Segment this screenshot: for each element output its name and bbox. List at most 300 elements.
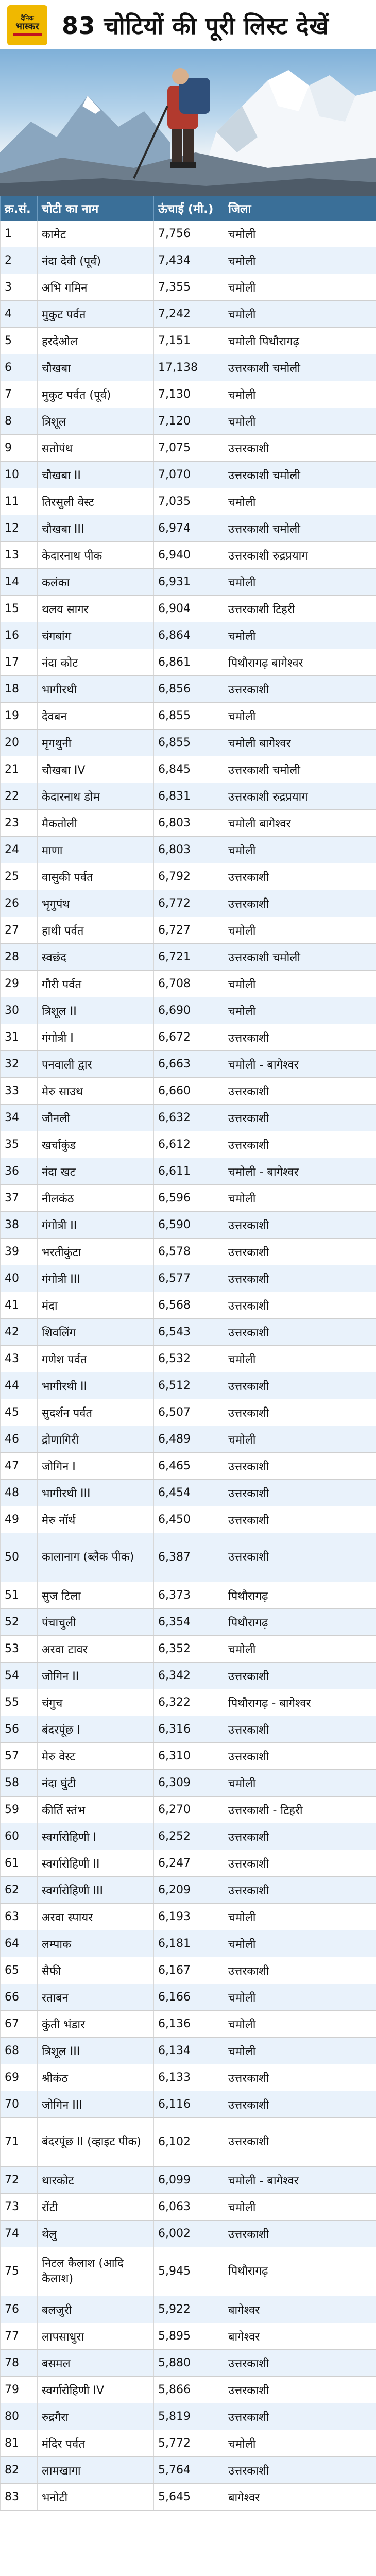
district-cell: पिथौरागढ़ बागेश्वर	[224, 649, 376, 676]
district-cell: चमोली - बागेश्वर	[224, 1158, 376, 1185]
table-row	[1, 1716, 376, 1743]
height-cell: 6,310	[154, 1743, 224, 1770]
district-cell: चमोली - बागेश्वर	[224, 1051, 376, 1078]
district-cell: चमोली	[224, 408, 376, 435]
height-cell: 6,387	[154, 1533, 224, 1582]
table-header-row	[1, 196, 376, 221]
district-cell: चमोली	[224, 622, 376, 649]
serial-cell: 79	[1, 2377, 38, 2403]
district-cell: उत्तरकाशी	[224, 2221, 376, 2247]
serial-cell: 17	[1, 649, 38, 676]
serial-cell: 11	[1, 488, 38, 515]
district-cell: चमोली	[224, 274, 376, 301]
peak-name-cell: थलय सागर	[38, 596, 154, 622]
height-cell: 6,209	[154, 1877, 224, 1904]
table-row	[1, 2038, 376, 2064]
dainik-bhaskar-logo	[7, 5, 47, 45]
district-cell: उत्तरकाशी	[224, 1850, 376, 1877]
serial-cell: 40	[1, 1265, 38, 1292]
height-cell: 6,489	[154, 1426, 224, 1453]
peak-name-cell: अभि गमिन	[38, 274, 154, 301]
district-cell: उत्तरकाशी	[224, 1743, 376, 1770]
district-cell: चमोली	[224, 569, 376, 596]
district-cell: उत्तरकाशी	[224, 435, 376, 462]
table-row	[1, 542, 376, 569]
height-cell: 7,242	[154, 301, 224, 328]
district-cell: उत्तरकाशी	[224, 2091, 376, 2118]
district-cell: चमोली	[224, 1930, 376, 1957]
district-cell: चमोली	[224, 2430, 376, 2457]
peak-name-cell: जोगिन II	[38, 1663, 154, 1689]
serial-cell: 3	[1, 274, 38, 301]
serial-cell: 57	[1, 1743, 38, 1770]
height-cell: 5,880	[154, 2350, 224, 2377]
district-cell: चमोली	[224, 381, 376, 408]
district-cell: चमोली	[224, 917, 376, 944]
height-cell: 6,270	[154, 1797, 224, 1823]
table-row	[1, 1319, 376, 1346]
serial-cell: 75	[1, 2247, 38, 2296]
table-row	[1, 1582, 376, 1609]
serial-cell: 23	[1, 810, 38, 837]
height-cell: 6,803	[154, 810, 224, 837]
table-row	[1, 1609, 376, 1636]
district-cell: उत्तरकाशी	[224, 863, 376, 890]
district-cell: उत्तरकाशी	[224, 2403, 376, 2430]
peak-name-cell: कलंका	[38, 569, 154, 596]
serial-cell: 77	[1, 2323, 38, 2350]
peak-name-cell: गंगोत्री I	[38, 1024, 154, 1051]
table-row	[1, 569, 376, 596]
mountain-illustration	[0, 49, 376, 196]
district-cell: उत्तरकाशी	[224, 2457, 376, 2484]
table-row	[1, 1265, 376, 1292]
serial-cell: 19	[1, 703, 38, 730]
height-cell: 6,596	[154, 1185, 224, 1212]
table-row	[1, 1372, 376, 1399]
table-row	[1, 1212, 376, 1239]
table-row	[1, 2194, 376, 2221]
table-row	[1, 1506, 376, 1533]
peak-name-cell: चंगबांग	[38, 622, 154, 649]
table-row	[1, 2484, 376, 2511]
height-cell: 6,632	[154, 1105, 224, 1131]
height-cell: 6,974	[154, 515, 224, 542]
table-row	[1, 1689, 376, 1716]
serial-cell: 38	[1, 1212, 38, 1239]
district-cell: चमोली	[224, 971, 376, 997]
table-row	[1, 1957, 376, 1984]
serial-cell: 5	[1, 328, 38, 354]
height-cell: 7,120	[154, 408, 224, 435]
serial-cell: 36	[1, 1158, 38, 1185]
page-title: 83 चोटियों की पूरी लिस्ट देखें	[62, 12, 329, 40]
table-row	[1, 730, 376, 756]
peak-name-cell: हरदेओल	[38, 328, 154, 354]
district-cell: उत्तरकाशी	[224, 1078, 376, 1105]
district-cell: उत्तरकाशी	[224, 1319, 376, 1346]
table-row	[1, 1453, 376, 1480]
district-cell: चमोली	[224, 1426, 376, 1453]
peak-name-cell: हाथी पर्वत	[38, 917, 154, 944]
height-cell: 6,612	[154, 1131, 224, 1158]
peak-name-cell: बलजुरी	[38, 2296, 154, 2323]
peak-name-cell: मुकुट पर्वत (पूर्व)	[38, 381, 154, 408]
height-cell: 6,578	[154, 1239, 224, 1265]
col-header-height: ऊंचाई (मी.)	[154, 196, 224, 221]
peak-name-cell: श्रीकंठ	[38, 2064, 154, 2091]
district-cell: उत्तरकाशी	[224, 1957, 376, 1984]
serial-cell: 39	[1, 1239, 38, 1265]
table-row	[1, 756, 376, 783]
table-row	[1, 2430, 376, 2457]
logo-bar	[13, 33, 42, 36]
district-cell: चमोली	[224, 488, 376, 515]
height-cell: 6,721	[154, 944, 224, 971]
table-row	[1, 2064, 376, 2091]
peak-name-cell: सुदर्शन पर्वत	[38, 1399, 154, 1426]
height-cell: 6,861	[154, 649, 224, 676]
height-cell: 6,507	[154, 1399, 224, 1426]
district-cell: उत्तरकाशी	[224, 1265, 376, 1292]
height-cell: 6,252	[154, 1823, 224, 1850]
table-row	[1, 1850, 376, 1877]
serial-cell: 16	[1, 622, 38, 649]
serial-cell: 2	[1, 247, 38, 274]
table-row	[1, 274, 376, 301]
height-cell: 6,322	[154, 1689, 224, 1716]
district-cell: उत्तरकाशी	[224, 1024, 376, 1051]
district-cell: चमोली	[224, 1346, 376, 1372]
serial-cell: 68	[1, 2038, 38, 2064]
peak-name-cell: तिरसुली वेस्ट	[38, 488, 154, 515]
peak-name-cell: थेलु	[38, 2221, 154, 2247]
height-cell: 6,454	[154, 1480, 224, 1506]
serial-cell: 62	[1, 1877, 38, 1904]
peak-name-cell: मंदिर पर्वत	[38, 2430, 154, 2457]
serial-cell: 7	[1, 381, 38, 408]
serial-cell: 42	[1, 1319, 38, 1346]
peak-name-cell: भरतीकुंटा	[38, 1239, 154, 1265]
peak-name-cell: स्वर्गारोहिणी IV	[38, 2377, 154, 2403]
serial-cell: 22	[1, 783, 38, 810]
district-cell: उत्तरकाशी चमोली	[224, 756, 376, 783]
district-cell: चमोली	[224, 1185, 376, 1212]
peak-name-cell: बसमल	[38, 2350, 154, 2377]
peak-name-cell: पनवाली द्वार	[38, 1051, 154, 1078]
table-row	[1, 2457, 376, 2484]
table-row	[1, 2403, 376, 2430]
height-cell: 6,133	[154, 2064, 224, 2091]
serial-cell: 4	[1, 301, 38, 328]
height-cell: 6,063	[154, 2194, 224, 2221]
serial-cell: 28	[1, 944, 38, 971]
district-cell: उत्तरकाशी	[224, 1212, 376, 1239]
serial-cell: 54	[1, 1663, 38, 1689]
height-cell: 6,352	[154, 1636, 224, 1663]
height-cell: 5,866	[154, 2377, 224, 2403]
district-cell: उत्तरकाशी	[224, 1372, 376, 1399]
peak-name-cell: गंगोत्री III	[38, 1265, 154, 1292]
height-cell: 6,342	[154, 1663, 224, 1689]
district-cell: बागेश्वर	[224, 2323, 376, 2350]
serial-cell: 74	[1, 2221, 38, 2247]
table-row	[1, 1346, 376, 1372]
serial-cell: 69	[1, 2064, 38, 2091]
serial-cell: 78	[1, 2350, 38, 2377]
height-cell: 6,316	[154, 1716, 224, 1743]
serial-cell: 25	[1, 863, 38, 890]
serial-cell: 1	[1, 221, 38, 247]
table-row	[1, 1984, 376, 2011]
peak-name-cell: देवबन	[38, 703, 154, 730]
serial-cell: 37	[1, 1185, 38, 1212]
serial-cell: 27	[1, 917, 38, 944]
district-cell: चमोली	[224, 1636, 376, 1663]
serial-cell: 60	[1, 1823, 38, 1850]
serial-cell: 41	[1, 1292, 38, 1319]
district-cell: चमोली	[224, 301, 376, 328]
hero-mountain-image	[0, 49, 376, 196]
district-cell: चमोली पिथौरागढ़	[224, 328, 376, 354]
district-cell: चमोली	[224, 2038, 376, 2064]
height-cell: 5,945	[154, 2247, 224, 2296]
peak-name-cell: पंचाचुली	[38, 1609, 154, 1636]
height-cell: 6,002	[154, 2221, 224, 2247]
district-cell: उत्तरकाशी रुद्रप्रयाग	[224, 783, 376, 810]
peak-name-cell: त्रिशूल II	[38, 997, 154, 1024]
height-cell: 7,434	[154, 247, 224, 274]
height-cell: 5,895	[154, 2323, 224, 2350]
table-row	[1, 2221, 376, 2247]
height-cell: 17,138	[154, 354, 224, 381]
height-cell: 7,151	[154, 328, 224, 354]
serial-cell: 61	[1, 1850, 38, 1877]
table-row	[1, 997, 376, 1024]
peak-name-cell: स्वछंद	[38, 944, 154, 971]
peak-name-cell: स्वर्गारोहिणी I	[38, 1823, 154, 1850]
height-cell: 6,099	[154, 2167, 224, 2194]
district-cell: पिथौरागढ़	[224, 1582, 376, 1609]
height-cell: 6,181	[154, 1930, 224, 1957]
serial-cell: 63	[1, 1904, 38, 1930]
district-cell: उत्तरकाशी	[224, 2350, 376, 2377]
table-row	[1, 1877, 376, 1904]
height-cell: 5,764	[154, 2457, 224, 2484]
peak-name-cell: मेरु साउथ	[38, 1078, 154, 1105]
peak-name-cell: नंदा घुंटी	[38, 1770, 154, 1797]
table-row	[1, 703, 376, 730]
district-cell: पिथौरागढ़	[224, 1609, 376, 1636]
serial-cell: 59	[1, 1797, 38, 1823]
table-row	[1, 944, 376, 971]
table-row	[1, 1663, 376, 1689]
table-row	[1, 1051, 376, 1078]
peak-name-cell: कामेट	[38, 221, 154, 247]
height-cell: 6,568	[154, 1292, 224, 1319]
height-cell: 5,772	[154, 2430, 224, 2457]
height-cell: 6,803	[154, 837, 224, 863]
height-cell: 6,856	[154, 676, 224, 703]
serial-cell: 35	[1, 1131, 38, 1158]
table-row	[1, 1533, 376, 1582]
serial-cell: 71	[1, 2118, 38, 2167]
table-row	[1, 328, 376, 354]
serial-cell: 13	[1, 542, 38, 569]
district-cell: उत्तरकाशी	[224, 1533, 376, 1582]
table-row	[1, 1743, 376, 1770]
table-row	[1, 676, 376, 703]
table-row	[1, 435, 376, 462]
serial-cell: 14	[1, 569, 38, 596]
serial-cell: 51	[1, 1582, 38, 1609]
district-cell: उत्तरकाशी	[224, 1716, 376, 1743]
height-cell: 6,116	[154, 2091, 224, 2118]
table-row	[1, 622, 376, 649]
peak-name-cell: चौखबा III	[38, 515, 154, 542]
peak-name-cell: सुज टिला	[38, 1582, 154, 1609]
district-cell: उत्तरकाशी	[224, 2064, 376, 2091]
height-cell: 7,355	[154, 274, 224, 301]
table-row	[1, 462, 376, 488]
serial-cell: 70	[1, 2091, 38, 2118]
district-cell: उत्तरकाशी	[224, 2377, 376, 2403]
peak-name-cell: जौनली	[38, 1105, 154, 1131]
serial-cell: 83	[1, 2484, 38, 2511]
serial-cell: 64	[1, 1930, 38, 1957]
height-cell: 6,690	[154, 997, 224, 1024]
serial-cell: 72	[1, 2167, 38, 2194]
peak-name-cell: स्वर्गारोहिणी II	[38, 1850, 154, 1877]
peak-name-cell: कुंती भंडार	[38, 2011, 154, 2038]
serial-cell: 8	[1, 408, 38, 435]
header	[0, 0, 376, 49]
table-row	[1, 1131, 376, 1158]
peak-name-cell: नंदा देवी (पूर्व)	[38, 247, 154, 274]
table-row	[1, 1078, 376, 1105]
serial-cell: 10	[1, 462, 38, 488]
peak-name-cell: लामखागा	[38, 2457, 154, 2484]
peak-name-cell: कीर्ति स्तंभ	[38, 1797, 154, 1823]
serial-cell: 32	[1, 1051, 38, 1078]
height-cell: 6,864	[154, 622, 224, 649]
table-row	[1, 2167, 376, 2194]
serial-cell: 76	[1, 2296, 38, 2323]
district-cell: उत्तरकाशी चमोली	[224, 462, 376, 488]
peak-name-cell: थारकोट	[38, 2167, 154, 2194]
table-row	[1, 381, 376, 408]
district-cell: चमोली	[224, 221, 376, 247]
peak-name-cell: द्रोणागिरी	[38, 1426, 154, 1453]
district-cell: उत्तरकाशी	[224, 1399, 376, 1426]
height-cell: 6,543	[154, 1319, 224, 1346]
peak-name-cell: बंदरपूंछ II (व्हाइट पीक)	[38, 2118, 154, 2167]
district-cell: उत्तरकाशी चमोली	[224, 944, 376, 971]
height-cell: 6,772	[154, 890, 224, 917]
height-cell: 6,660	[154, 1078, 224, 1105]
peak-name-cell: मेरु नॉर्थ	[38, 1506, 154, 1533]
district-cell: चमोली बागेश्वर	[224, 730, 376, 756]
district-cell: उत्तरकाशी चमोली	[224, 354, 376, 381]
district-cell: उत्तरकाशी	[224, 1131, 376, 1158]
table-row	[1, 863, 376, 890]
district-cell: चमोली बागेश्वर	[224, 810, 376, 837]
serial-cell: 12	[1, 515, 38, 542]
table-row	[1, 1904, 376, 1930]
serial-cell: 43	[1, 1346, 38, 1372]
table-row	[1, 247, 376, 274]
peak-name-cell: अरवा टावर	[38, 1636, 154, 1663]
peak-name-cell: लापसाधुरा	[38, 2323, 154, 2350]
table-row	[1, 515, 376, 542]
col-header-serial: क्र.सं.	[1, 196, 38, 221]
height-cell: 5,922	[154, 2296, 224, 2323]
height-cell: 6,102	[154, 2118, 224, 2167]
table-row	[1, 2296, 376, 2323]
peak-name-cell: जोगिन III	[38, 2091, 154, 2118]
peak-name-cell: भनोटी	[38, 2484, 154, 2511]
serial-cell: 56	[1, 1716, 38, 1743]
peak-name-cell: केदारनाथ डोम	[38, 783, 154, 810]
district-cell: उत्तरकाशी	[224, 676, 376, 703]
district-cell: उत्तरकाशी	[224, 1823, 376, 1850]
height-cell: 5,819	[154, 2403, 224, 2430]
table-row	[1, 2323, 376, 2350]
peak-name-cell: सतोपंथ	[38, 435, 154, 462]
logo-line-1: दैनिक	[21, 14, 34, 22]
table-row	[1, 1239, 376, 1265]
peak-name-cell: कालानाग (ब्लैक पीक)	[38, 1533, 154, 1582]
district-cell: उत्तरकाशी	[224, 1506, 376, 1533]
serial-cell: 44	[1, 1372, 38, 1399]
height-cell: 6,904	[154, 596, 224, 622]
table-row	[1, 488, 376, 515]
peak-name-cell: नंदा खट	[38, 1158, 154, 1185]
serial-cell: 82	[1, 2457, 38, 2484]
peak-name-cell: निटल कैलाश (आदि कैलाश)	[38, 2247, 154, 2296]
peak-name-cell: मैकतोली	[38, 810, 154, 837]
height-cell: 5,645	[154, 2484, 224, 2511]
peak-name-cell: त्रिशूल III	[38, 2038, 154, 2064]
table-row	[1, 971, 376, 997]
peak-name-cell: मुकुट पर्वत	[38, 301, 154, 328]
district-cell: उत्तरकाशी	[224, 890, 376, 917]
table-row	[1, 221, 376, 247]
col-header-district: जिला	[224, 196, 376, 221]
peak-name-cell: रोंटी	[38, 2194, 154, 2221]
table-row	[1, 917, 376, 944]
district-cell: उत्तरकाशी	[224, 1453, 376, 1480]
table-row	[1, 596, 376, 622]
peak-name-cell: भागीरथी II	[38, 1372, 154, 1399]
peak-name-cell: चंगुच	[38, 1689, 154, 1716]
table-row	[1, 1399, 376, 1426]
table-row	[1, 1185, 376, 1212]
peak-name-cell: मृगथुनी	[38, 730, 154, 756]
district-cell: उत्तरकाशी	[224, 2118, 376, 2167]
serial-cell: 48	[1, 1480, 38, 1506]
district-cell: चमोली	[224, 703, 376, 730]
district-cell: चमोली	[224, 2194, 376, 2221]
district-cell: चमोली	[224, 1770, 376, 1797]
serial-cell: 34	[1, 1105, 38, 1131]
serial-cell: 65	[1, 1957, 38, 1984]
table-row	[1, 1770, 376, 1797]
table-row	[1, 1480, 376, 1506]
height-cell: 6,354	[154, 1609, 224, 1636]
height-cell: 6,611	[154, 1158, 224, 1185]
peak-name-cell: जोगिन I	[38, 1453, 154, 1480]
